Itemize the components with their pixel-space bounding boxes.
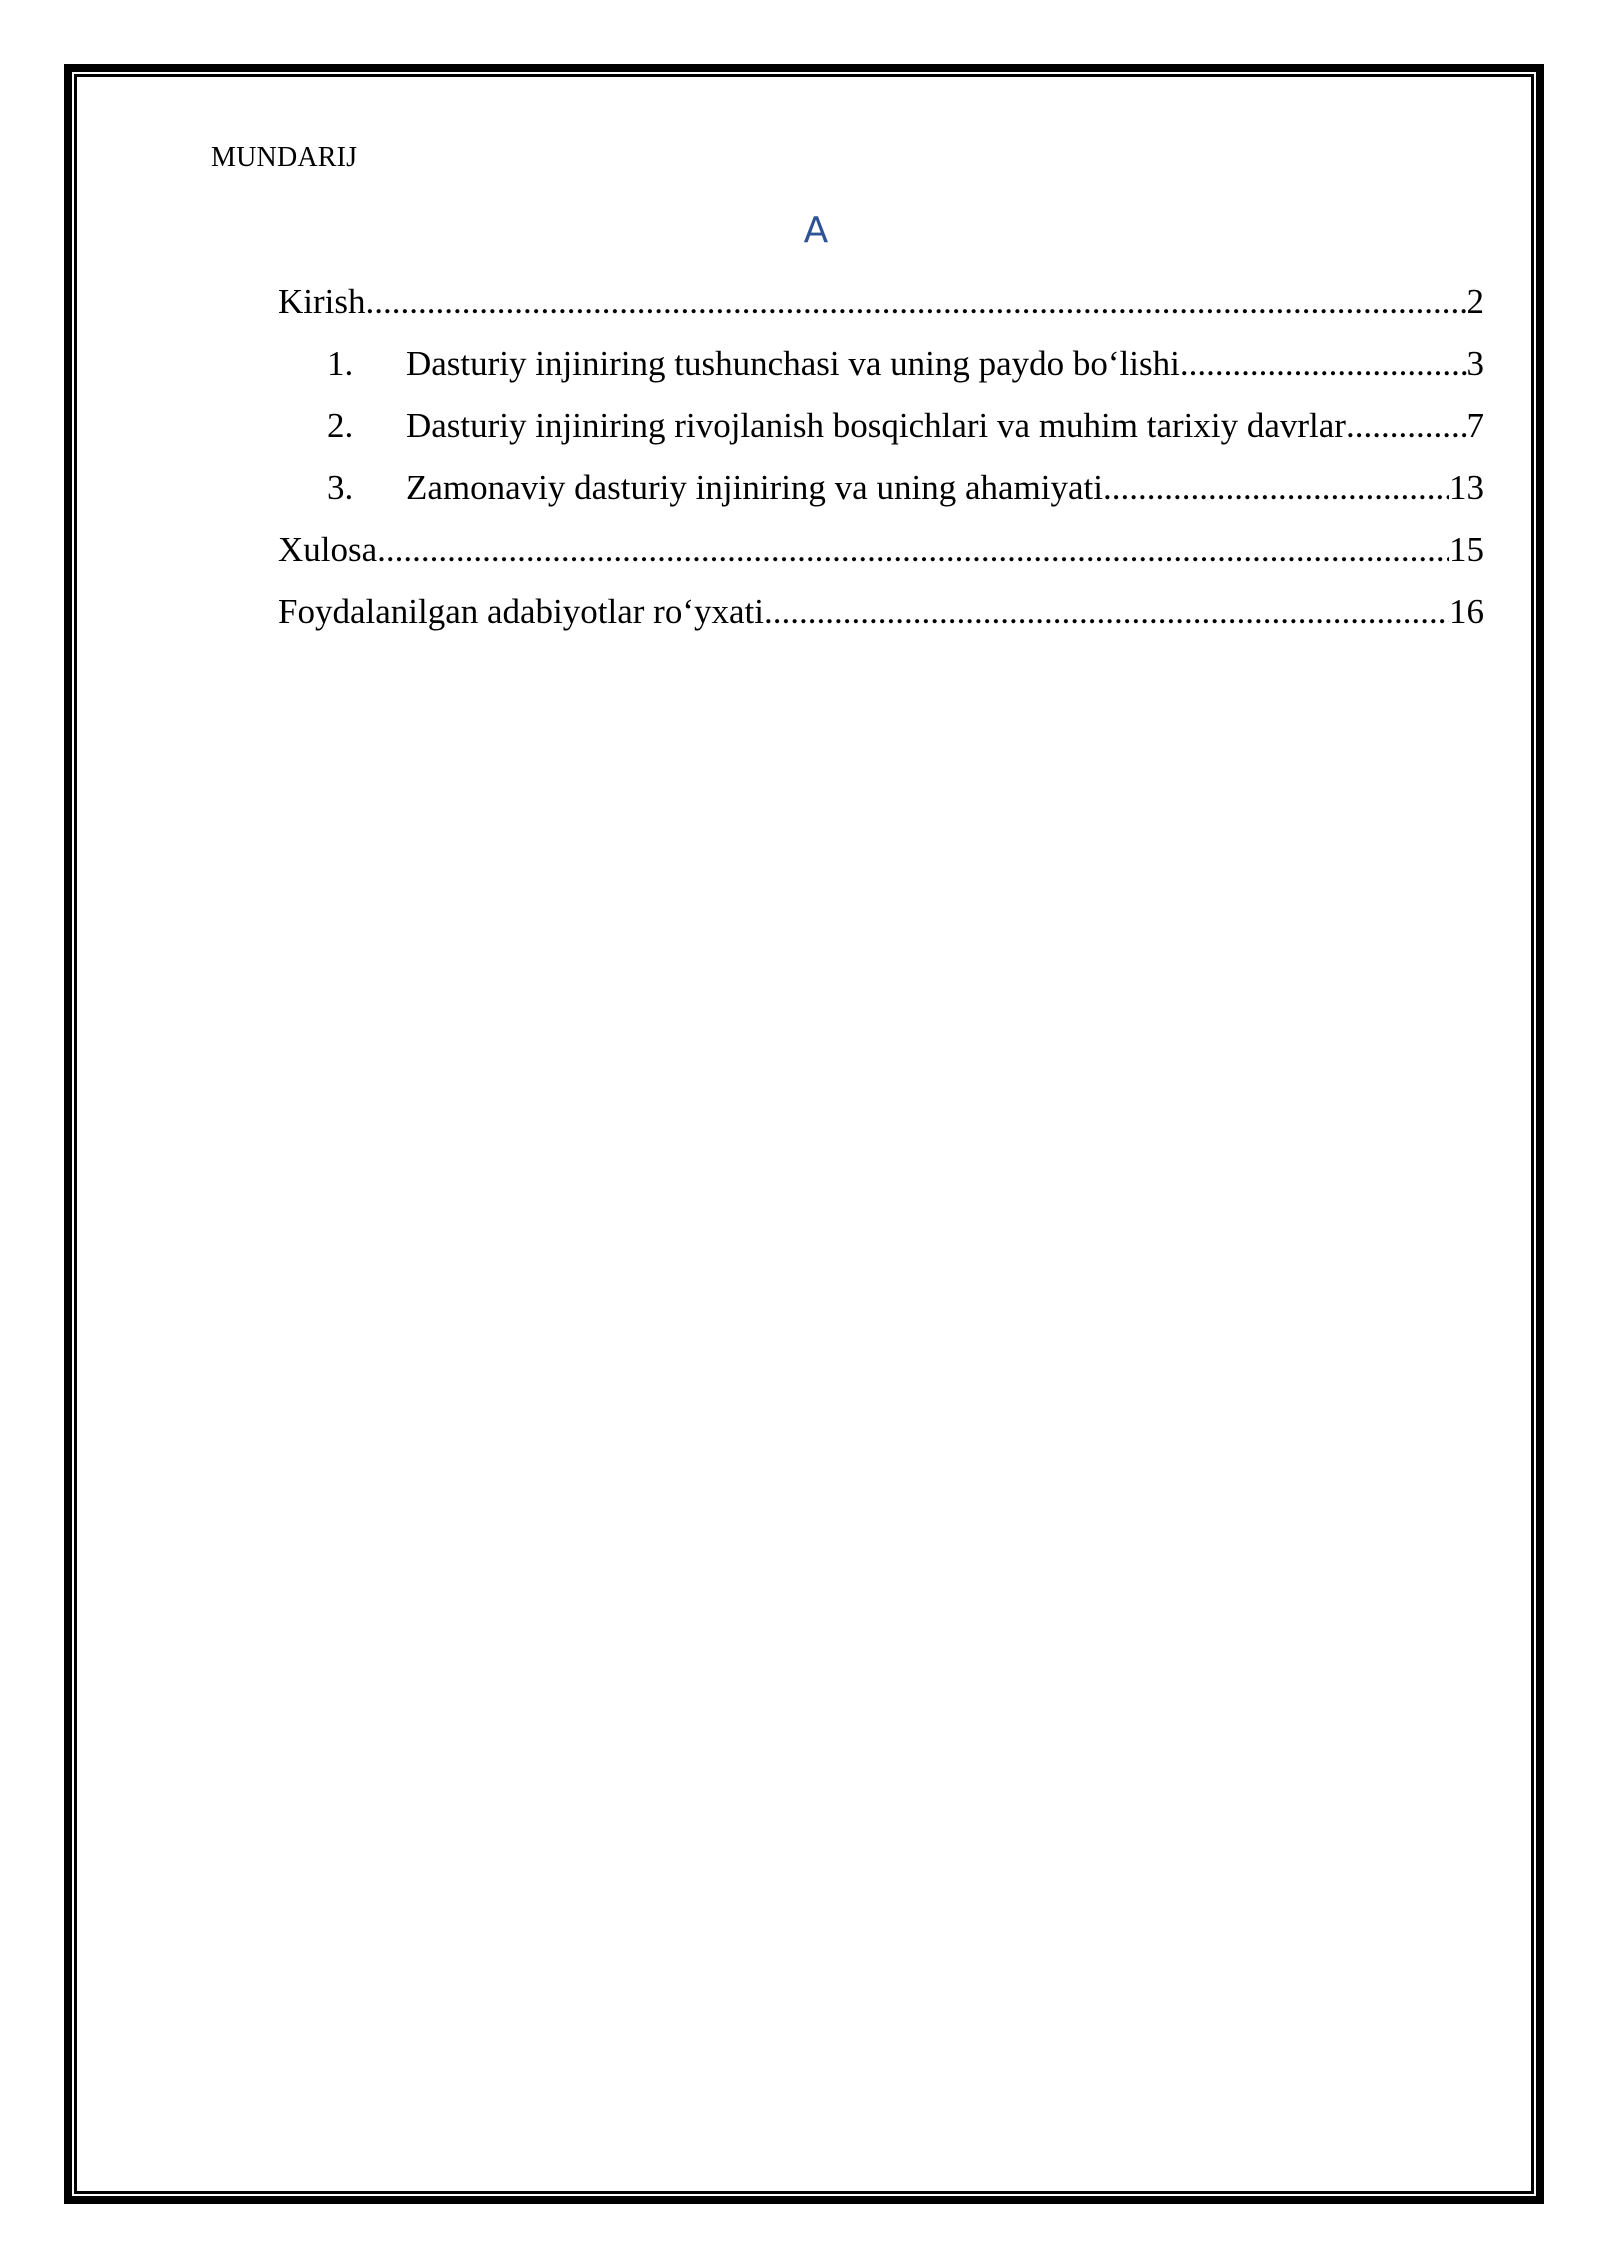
toc-dot-leader [1103,465,1449,511]
toc-entry-number: 2. [327,406,354,445]
toc-dot-leader [377,527,1449,573]
toc-entry-bibliography[interactable] [278,589,1484,651]
toc-dot-leader [366,279,1467,325]
toc-entry-title: Zamonaviy dasturiy injiniring va uning ahamiyati [406,468,1103,507]
toc-entry-title: Dasturiy injiniring rivojlanish bosqichlari va muhim tarixiy davrlar [406,406,1346,445]
toc-entry-page: 7 [1466,406,1484,445]
table-of-contents [278,279,1484,651]
toc-entry-page: 2 [1466,282,1484,321]
toc-entry-title: Kirish [278,282,366,321]
toc-entry-page: 13 [1449,468,1484,507]
toc-dot-leader [1180,341,1467,387]
toc-dot-leader [1346,403,1467,449]
toc-entry-title: Dasturiy injiniring tushunchasi va uning paydo bo‘lishi [406,344,1180,383]
toc-entry-page: 16 [1449,592,1484,631]
toc-entry-section-2[interactable] [278,403,1484,465]
toc-entry-page: 15 [1449,530,1484,569]
toc-entry-page: 3 [1466,344,1484,383]
toc-entry-title: Xulosa [278,530,378,569]
toc-entry-xulosa[interactable] [278,527,1484,589]
toc-entry-number: 3. [327,468,354,507]
toc-entry-number: 1. [327,344,354,383]
toc-entry-kirish[interactable] [278,279,1484,341]
toc-entry-title: Foydalanilgan adabiyotlar ro‘yxati [278,592,764,631]
toc-entry-section-3[interactable] [278,465,1484,527]
toc-dot-leader [764,589,1449,635]
toc-heading-part1: MUNDARIJ [211,142,358,173]
toc-heading-part2: A [803,210,829,251]
toc-entry-section-1[interactable] [278,341,1484,403]
